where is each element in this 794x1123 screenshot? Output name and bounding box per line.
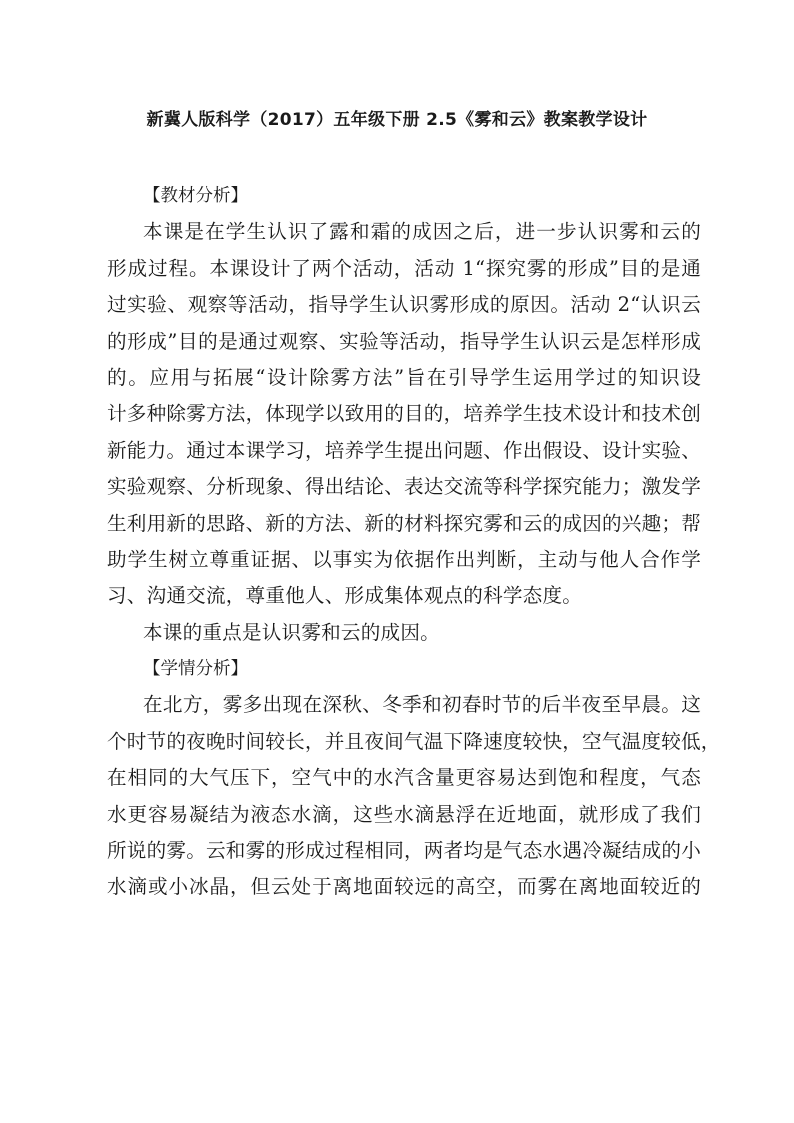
- text-line: 实验观察、分析现象、得出结论、表达交流等科学探究能力；激发学: [107, 475, 701, 499]
- text-line: 的形成”目的是通过观察、实验等活动，指导学生认识云是怎样形成: [107, 329, 701, 353]
- text-line: 所说的雾。云和雾的形成过程相同，两者均是气态水遇冷凝结成的小: [107, 839, 701, 863]
- text-line: 个时节的夜晚时间较长，并且夜间气温下降速度较快，空气温度较低，: [107, 729, 721, 753]
- text-line: 水更容易凝结为液态水滴，这些水滴悬浮在近地面，就形成了我们: [107, 802, 701, 826]
- section-heading-learner-analysis: 【学情分析】: [143, 659, 248, 680]
- document-body: [107, 178, 721, 906]
- text-line: 计多种除雾方法，体现学以致用的目的，培养学生技术设计和技术创: [107, 402, 701, 426]
- text-line: 生利用新的思路、新的方法、新的材料探究雾和云的成因的兴趣；帮: [107, 511, 701, 535]
- text-line: 本课是在学生认识了露和霜的成因之后，进一步认识雾和云的: [143, 220, 701, 244]
- text-line: 形成过程。本课设计了两个活动，活动 1“探究雾的形成”目的是通: [107, 256, 701, 280]
- paragraph-textbook-analysis: [107, 214, 701, 614]
- paragraph-learner-analysis: [107, 687, 721, 905]
- text-line: 新能力。通过本课学习，培养学生提出问题、作出假设、设计实验、: [107, 438, 701, 462]
- text-line: 习、沟通交流，尊重他人、形成集体观点的科学态度。: [107, 584, 583, 608]
- text-line: 在相同的大气压下，空气中的水汽含量更容易达到饱和程度，气态: [107, 766, 701, 790]
- text-line: 助学生树立尊重证据、以事实为依据作出判断，主动与他人合作学: [107, 547, 701, 571]
- text-line: 过实验、观察等活动，指导学生认识雾形成的原因。活动 2“认识云: [107, 293, 701, 317]
- text-line: 水滴或小冰晶，但云处于离地面较远的高空，而雾在离地面较近的: [107, 875, 701, 899]
- text-line: 的。应用与拓展“设计除雾方法”旨在引导学生运用学过的知识设: [107, 365, 701, 389]
- text-line: 在北方，雾多出现在深秋、冬季和初春时节的后半夜至早晨。这: [143, 693, 701, 717]
- text-line: 本课的重点是认识雾和云的成因。: [143, 620, 440, 644]
- paragraph-key-point: [107, 615, 701, 651]
- document-title: 新冀人版科学（2017）五年级下册 2.5《雾和云》教案教学设计: [146, 110, 648, 130]
- section-heading-textbook-analysis: 【教材分析】: [143, 186, 248, 206]
